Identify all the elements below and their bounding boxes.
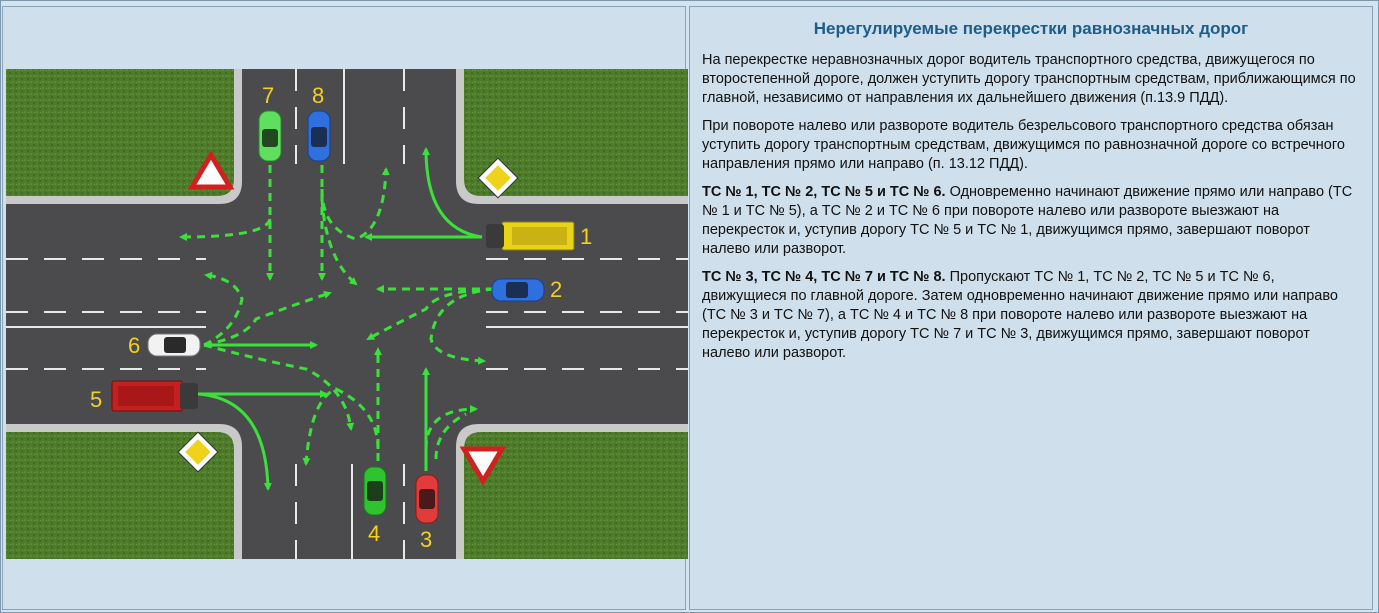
page-title: Нерегулируемые перекрестки равнозначных дорог	[813, 19, 1249, 38]
vehicle-3-car	[416, 475, 438, 523]
vehicle-label-7: 7	[262, 83, 275, 108]
paragraph-1: На перекрестке неравнозначных дорог водитель транспортного средства, движущегося по второстепенной дороге, должен уступить дорогу транспортным средствам, приближающимся по главной, независимо от направления их дальнейшего движения (п.13.9 ПДД).	[702, 52, 1356, 106]
vehicle-5-truck	[112, 381, 198, 411]
vehicle-label-1: 1	[580, 224, 593, 249]
text-panel	[689, 6, 1373, 610]
vehicle-label-5: 5	[90, 387, 103, 412]
vehicle-4-car	[364, 467, 386, 515]
paragraph-2: При повороте налево или развороте водитель безрельсового транспортного средства обязан уступить дорогу транспортным средствам, движущимся по равнозначной дороге со встречного направления прямо или направо (п. 13.12 ПДД).	[702, 118, 1345, 172]
vehicle-label-3: 3	[420, 527, 433, 552]
vehicle-7-car	[259, 111, 281, 161]
paragraph-4: ТС № 3, ТС № 4, ТС № 7 и ТС № 8. Пропускают ТС № 1, ТС № 2, ТС № 5 и ТС № 6, движущиеся по главной дороге. Затем одновременно начинают движение прямо или направо (ТС № 3 и ТС № 7), а ТС № 4 и ТС № 8 при повороте налево или развороте выезжают на перекресток и, уступив дорогу ТС № 7 и ТС № 3, движущимся прямо, завершают поворот налево или разворот.	[702, 269, 1338, 361]
grass-bottom-right	[456, 424, 688, 559]
vehicle-label-6: 6	[128, 333, 141, 358]
diagram-panel	[2, 6, 686, 610]
vehicle-label-4: 4	[368, 521, 381, 546]
vehicle-6-car	[148, 334, 200, 356]
vehicle-1-truck	[486, 222, 574, 250]
paragraph-3: ТС № 1, ТС № 2, ТС № 5 и ТС № 6. Одновременно начинают движение прямо или направо (ТС № 1 и ТС № 5), а ТС № 2 и ТС № 6 при повороте налево или развороте выезжают на перекресток и, уступив дорогу ТС № 5 и ТС № 1, движущимся прямо, завершают поворот налево или разворот.	[702, 184, 1353, 257]
vehicle-label-2: 2	[550, 277, 563, 302]
intersection-diagram	[6, 69, 688, 559]
vehicle-label-8: 8	[312, 83, 325, 108]
vehicle-8-car	[308, 111, 330, 161]
vehicle-2-car	[492, 279, 544, 301]
